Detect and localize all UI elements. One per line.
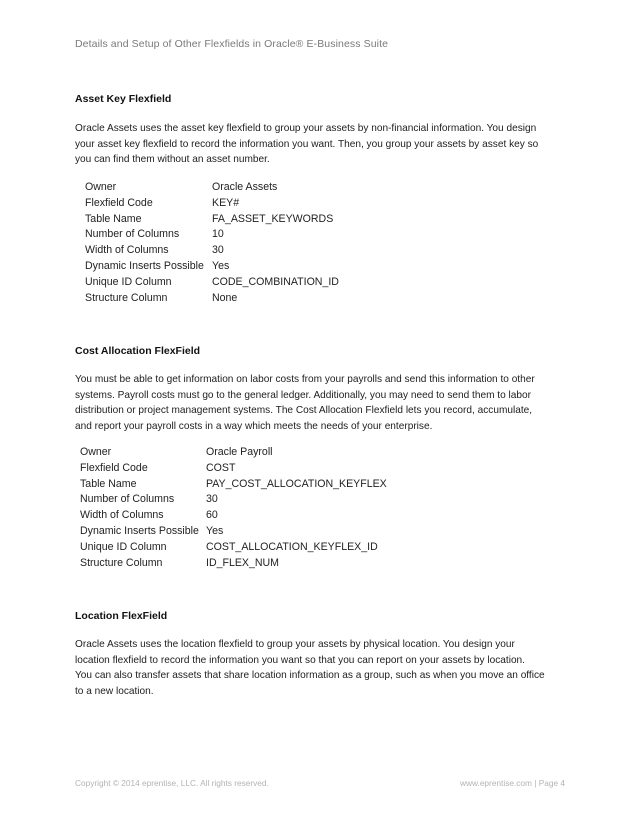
paragraph-line: Oracle Assets uses the asset key flexfield to group your assets by non-financial information. You design: [75, 123, 537, 134]
asset-key-properties-table: [85, 180, 339, 306]
paragraph-line: You can also transfer assets that share location information as a group, such as when you move an office: [75, 670, 545, 682]
footer-site-page: www.eprentise.com | Page 4: [460, 778, 565, 788]
property-row: [80, 540, 387, 556]
property-row: [85, 243, 339, 259]
property-row: [80, 461, 387, 477]
section-cost-allocation-paragraph: [75, 372, 565, 434]
property-row: [80, 492, 387, 508]
section-title: Asset Key Flexfield: [75, 93, 172, 105]
property-label: Flexfield Code: [80, 461, 148, 474]
property-value: COST: [206, 461, 236, 474]
property-value: Oracle Assets: [212, 181, 278, 193]
paragraph: [75, 372, 565, 434]
property-value: Oracle Payroll: [206, 446, 273, 458]
paragraph-line: systems. Payroll costs must go to the general ledger. Additionally, you may need to send them to labor: [75, 389, 531, 401]
property-row: [85, 275, 339, 291]
paragraph-line: location flexfield to record the information you want so that you can report on your assets by location.: [75, 654, 525, 666]
section-title: Location FlexField: [75, 610, 168, 622]
property-label: Owner: [80, 446, 112, 458]
property-label: Unique ID Column: [85, 275, 172, 288]
property-value: COST_ALLOCATION_KEYFLEX_ID: [206, 540, 378, 553]
property-label: Flexfield Code: [85, 196, 153, 209]
property-row: [80, 477, 387, 493]
paragraph-line: Oracle Assets uses the location flexfield to group your assets by physical location. You design your: [75, 639, 515, 650]
property-label: Structure Column: [85, 291, 168, 304]
property-value: Yes: [212, 259, 230, 272]
property-row: [80, 445, 387, 461]
footer-copyright: Copyright © 2014 eprentise, LLC. All rights reserved.: [75, 778, 269, 788]
property-label: Owner: [85, 181, 117, 193]
page-header: Details and Setup of Other Flexfields in Oracle® E-Business Suite: [75, 38, 389, 50]
property-value: ID_FLEX_NUM: [206, 556, 279, 569]
property-value: Yes: [206, 524, 224, 537]
property-label: Number of Columns: [85, 228, 180, 241]
paragraph-line: your asset key flexfield to record the information you want. Then, you group your assets by asset key so: [75, 138, 539, 150]
section-title: Cost Allocation FlexField: [75, 345, 201, 357]
paragraph-line: to a new location.: [75, 685, 154, 697]
section-location-title-block: [75, 610, 565, 622]
property-label: Width of Columns: [85, 244, 169, 257]
property-value: PAY_COST_ALLOCATION_KEYFLEX: [206, 477, 387, 490]
property-label: Unique ID Column: [80, 540, 167, 553]
property-label: Number of Columns: [80, 493, 175, 506]
property-row: [85, 212, 339, 228]
property-label: Dynamic Inserts Possible: [85, 259, 204, 272]
section-asset-key-paragraph: [75, 121, 565, 168]
property-label: Dynamic Inserts Possible: [80, 524, 199, 537]
property-value: 60: [206, 509, 218, 522]
property-value: 30: [212, 244, 224, 257]
property-row: [85, 180, 339, 196]
paragraph-line: distribution or project management systems. The Cost Allocation Flexfield lets you record, accumulate,: [75, 405, 533, 417]
property-row: [80, 508, 387, 524]
property-row: [85, 227, 339, 243]
paragraph-line: you can find them without an asset number.: [75, 154, 270, 166]
paragraph: [75, 637, 565, 699]
property-row: [85, 259, 339, 275]
property-label: Table Name: [85, 212, 142, 225]
property-value: 10: [212, 228, 224, 241]
property-label: Width of Columns: [80, 509, 164, 522]
section-cost-allocation-title-block: [75, 345, 565, 357]
paragraph: [75, 121, 565, 168]
property-label: Table Name: [80, 477, 137, 490]
property-row: [80, 524, 387, 540]
property-row: [85, 196, 339, 212]
paragraph-line: You must be able to get information on labor costs from your payrolls and send this information to other: [75, 374, 535, 385]
cost-allocation-properties-table: [80, 445, 387, 571]
paragraph-line: and report your payroll costs in a way which meets the needs of your enterprise.: [75, 420, 433, 432]
property-row: [80, 556, 387, 572]
section-location-paragraph: [75, 637, 565, 699]
property-value: FA_ASSET_KEYWORDS: [212, 212, 334, 225]
property-value: 30: [206, 493, 218, 506]
property-label: Structure Column: [80, 556, 163, 569]
property-value: None: [212, 291, 238, 304]
property-value: CODE_COMBINATION_ID: [212, 275, 339, 288]
property-row: [85, 291, 339, 307]
property-value: KEY#: [212, 196, 240, 209]
section-asset-key-title-block: [75, 93, 565, 105]
